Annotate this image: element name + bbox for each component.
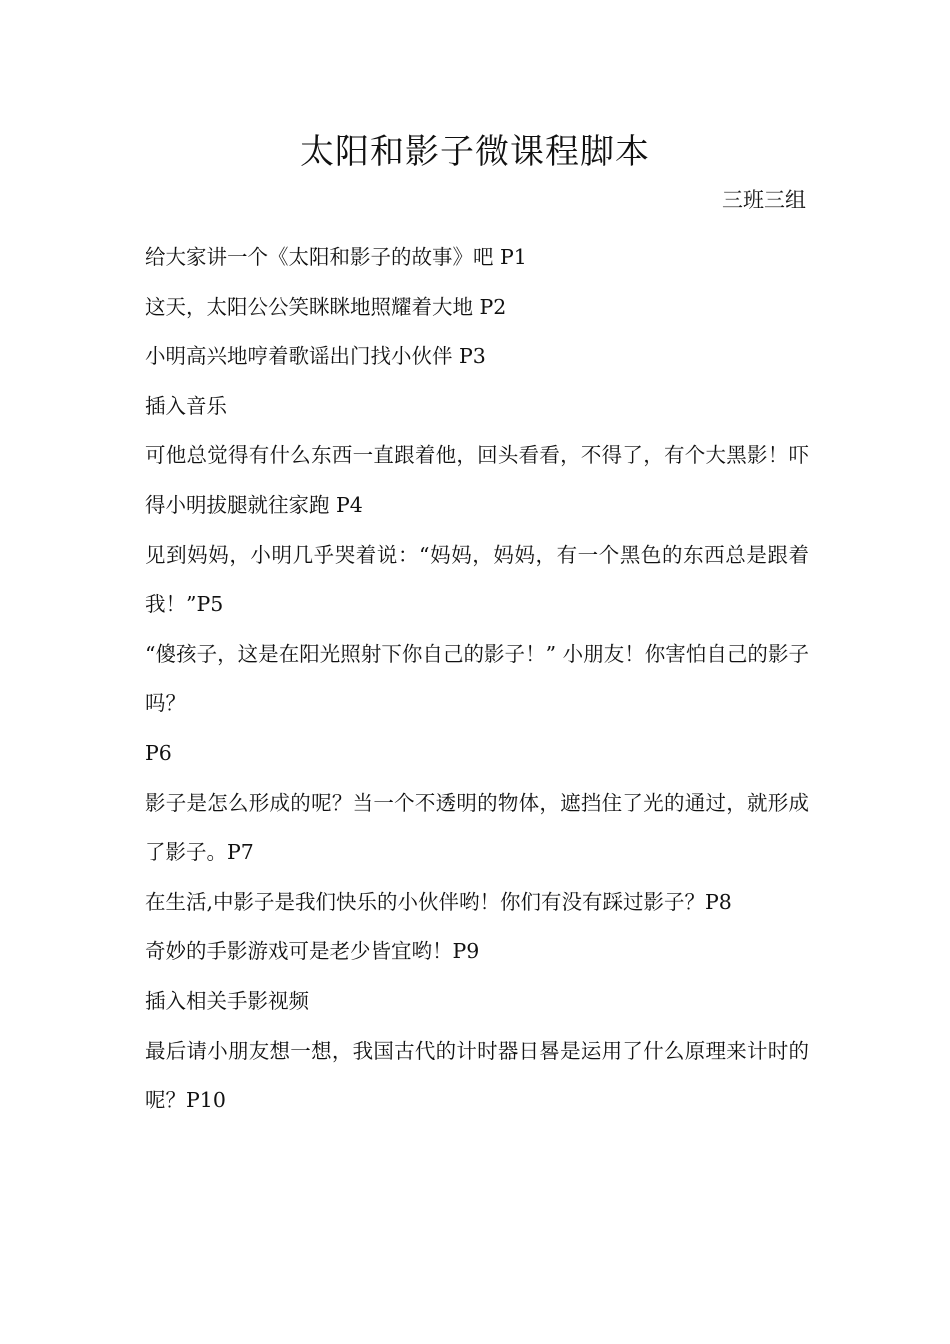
paragraph-9: 影子是怎么形成的呢？当一个不透明的物体，遮挡住了光的通过，就形成了影子。P7 [145,790,809,865]
paragraph-8: P6 [145,740,172,765]
paragraph-11: 奇妙的手影游戏可是老少皆宜哟！P9 [145,939,480,964]
paragraph-12: 插入相关手影视频 [145,988,309,1013]
paragraph-4: 插入音乐 [145,393,227,418]
paragraph-3: 小明高兴地哼着歌谣出门找小伙伴 P3 [145,344,486,369]
paragraph-6: 见到妈妈，小明几乎哭着说：“妈妈，妈妈，有一个黑色的东西总是跟着我！”P5 [145,542,809,617]
paragraph-5: 可他总觉得有什么东西一直跟着他，回头看看，不得了，有个大黑影！吓得小明拔腿就往家跑 P4 [145,443,809,517]
paragraph-7: “傻孩子，这是在阳光照射下你自己的影子！” 小朋友！你害怕自己的影子吗？ [145,641,809,716]
paragraph-13: 最后请小朋友想一想，我国古代的计时器日晷是运用了什么原理来计时的呢？P10 [145,1038,809,1113]
document-body [145,233,809,1126]
document-title: 太阳和影子微课程脚本 [300,132,650,172]
paragraph-2: 这天，太阳公公笑眯眯地照耀着大地 P2 [145,294,507,319]
paragraph-1: 给大家讲一个《太阳和影子的故事》吧 P1 [145,245,527,269]
paragraph-10: 在生活,中影子是我们快乐的小伙伴哟！你们有没有踩过影子？P8 [145,889,732,914]
document-author: 三班三组 [722,188,806,212]
